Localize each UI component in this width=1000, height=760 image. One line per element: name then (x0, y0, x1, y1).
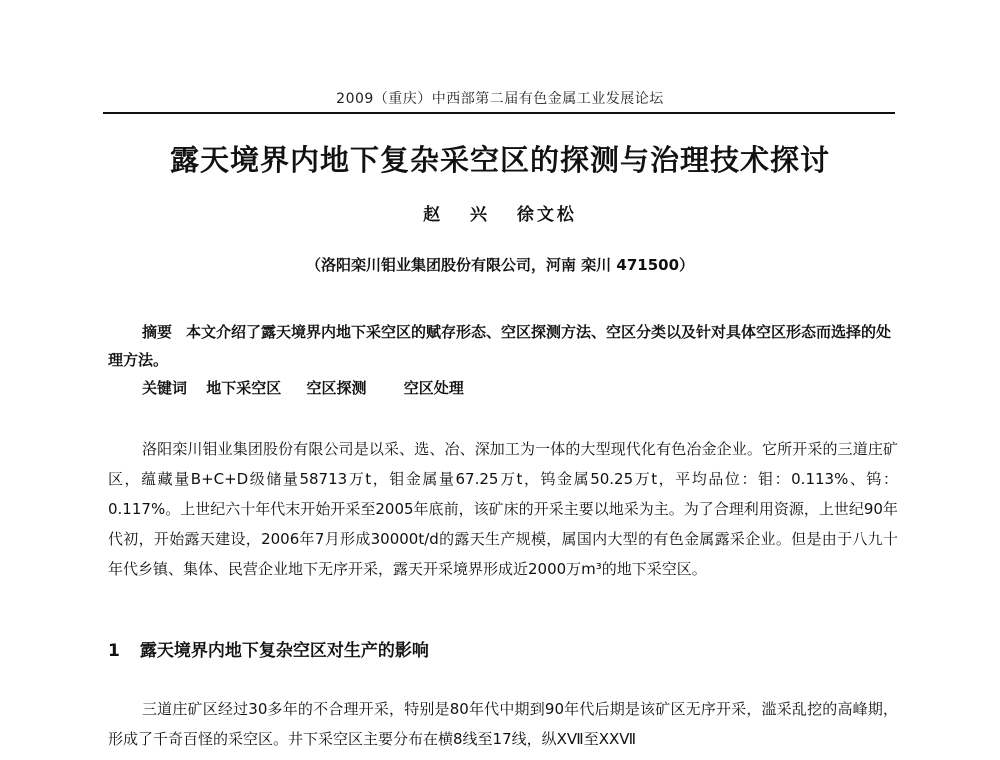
keywords (142, 374, 898, 402)
abstract-label: 摘要 (142, 323, 173, 341)
section-title: 露天境界内地下复杂空区对生产的影响 (139, 641, 429, 661)
section-paragraph: 三道庄矿区经过30多年的不合理开采，特别是80年代中期到90年代后期是该矿区无序开采，滥采乱挖的高峰期，形成了千奇百怪的采空区。井下采空区主要分布在横8线至17线，纵XⅦ至XXⅦ (108, 700, 898, 748)
keywords-label: 关键词 (142, 379, 188, 397)
header-divider (103, 112, 895, 114)
abstract-text: 本文介绍了露天境界内地下采空区的赋存形态、空区探测方法、空区分类以及针对具体空区形态而选择的处理方法。 (108, 323, 892, 369)
intro-paragraph: 洛阳栾川钼业集团股份有限公司是以采、选、冶、深加工为一体的大型现代化有色冶金企业。它所开采的三道庄矿区，蕴藏量B+C+D级储量58713万t，钼金属量67.25万t，钨金属50.25万t，平均品位：钼：0.113%、钨：0.117%。上世纪六十年代末开始开采至2005年底前，该矿床的开采主要以地采为主。为了合理利用资源，上世纪90年代初，开始露天建设，2006年7月形成30000t/d的露天生产规模，属国内大型的有色金属露采企业。但是由于八九十年代乡镇、集体、民营企业地下无序开采，露天开采境界形成近2000万m³的地下采空区。 (108, 440, 898, 578)
keyword: 空区探测 (306, 379, 367, 397)
section-heading (108, 636, 429, 661)
keyword: 空区处理 (403, 379, 464, 397)
running-header: 2009（重庆）中西部第二届有色金属工业发展论坛 (336, 91, 664, 107)
author-affiliation: （洛阳栾川钼业集团股份有限公司，河南 栾川 471500） (305, 256, 695, 274)
abstract (108, 318, 898, 374)
keyword: 地下采空区 (206, 379, 282, 397)
paper-authors: 赵 兴 徐文松 (423, 205, 577, 225)
section-number: 1 (108, 641, 120, 661)
paper-title: 露天境界内地下复杂采空区的探测与治理技术探讨 (169, 143, 830, 177)
